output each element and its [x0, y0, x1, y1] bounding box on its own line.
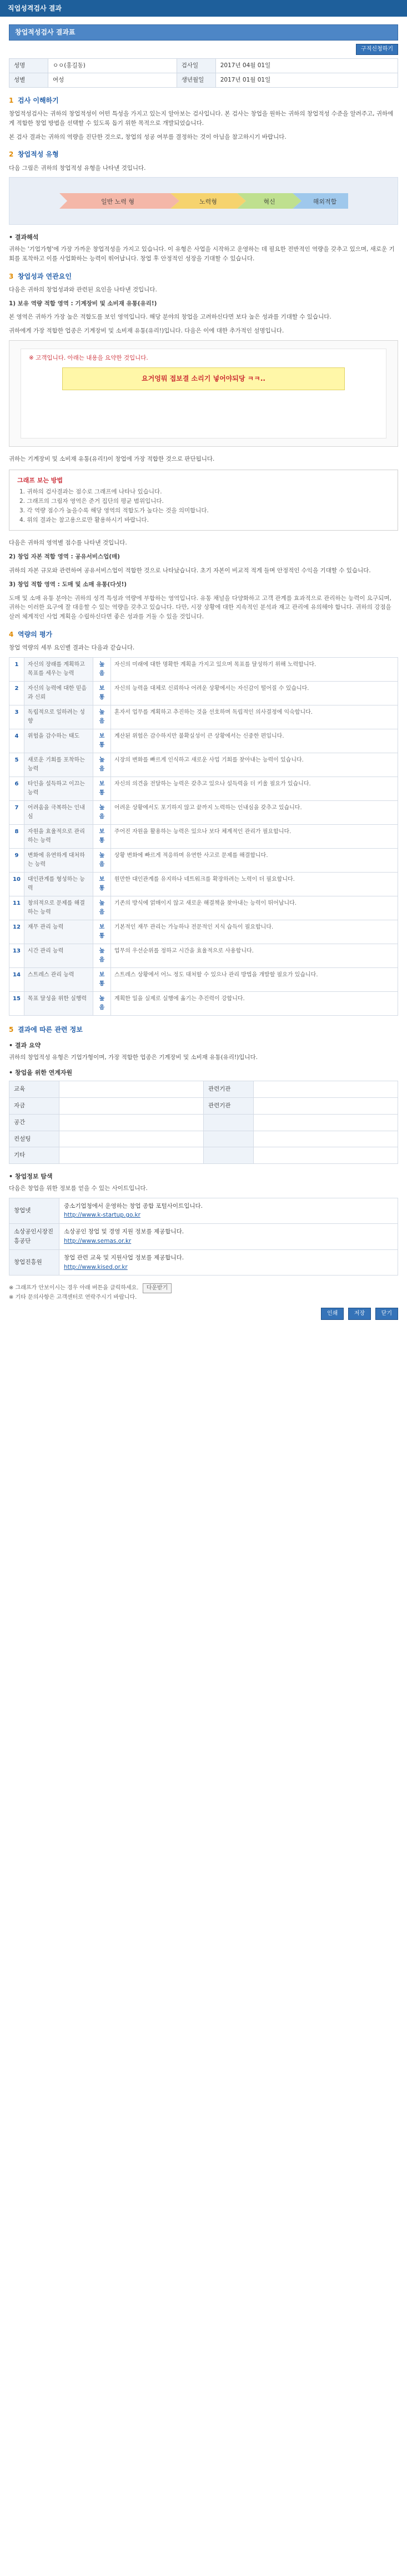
competency-q: 변화에 유연하게 대처하는 능력 [24, 849, 93, 873]
download-button[interactable]: 다운받기 [143, 1283, 172, 1293]
resource-value2 [254, 1131, 398, 1147]
close-button[interactable]: 닫기 [375, 1308, 398, 1320]
footnotes [9, 1283, 398, 1302]
competency-q: 위험을 감수하는 태도 [24, 729, 93, 753]
competency-no: 15 [9, 992, 24, 1016]
resource-value2 [254, 1147, 398, 1164]
link-url[interactable]: http://www.k-startup.go.kr [64, 1212, 140, 1219]
competency-q: 독립적으로 일하려는 성향 [24, 705, 93, 729]
competency-q: 자신의 장래를 계획하고 목표를 세우는 능력 [24, 658, 93, 682]
competency-d: 계획한 일을 실제로 실행에 옮기는 추진력이 강합니다. [110, 992, 398, 1016]
competency-q: 자신의 능력에 대한 믿음과 신뢰 [24, 682, 93, 705]
section-3-text-4: 귀하는 기계장비 및 소비재 유통(유리!)이 창업에 가장 적합한 것으로 판단됩니다. [9, 455, 215, 462]
footnote-1: ※ 그래프가 안보이시는 경우 아래 버튼을 클릭하세요. 다운받기 [9, 1283, 398, 1293]
type-arrow-diagram [59, 190, 348, 212]
resource-value [59, 1131, 204, 1147]
link-description: 중소기업청에서 운영하는 창업 종합 포털사이트입니다. [64, 1202, 203, 1209]
section-3-sub-1: 1) 보유 역량 적합 영역 : 기계장비 및 소비재 유통(유리!) [9, 300, 157, 307]
table-row [9, 896, 398, 920]
table-row [9, 992, 398, 1016]
table-row [9, 777, 398, 801]
competency-no: 7 [9, 801, 24, 825]
resource-label2 [204, 1147, 254, 1164]
link-description: 창업 관련 교육 및 지원사업 정보를 제공합니다. [64, 1254, 184, 1261]
competency-d: 스트레스 상황에서 어느 정도 대처할 수 있으나 관리 방법을 개발할 필요가 있습니다. [110, 968, 398, 992]
section-3-sub-2: 2) 창업 자본 적합 영역 : 공유서비스업(매) [9, 553, 120, 561]
resource-title: • 창업을 위한 연계자원 [9, 1068, 73, 1076]
competency-lv: 높음 [93, 705, 110, 729]
type-label-4: 해외적합 [313, 198, 336, 206]
competency-d: 계산된 위험은 감수하지만 불확실성이 큰 상황에서는 신중한 편입니다. [110, 729, 398, 753]
competency-no: 14 [9, 968, 24, 992]
competency-lv: 높음 [93, 992, 110, 1016]
competency-d: 자신의 미래에 대한 명확한 계획을 가지고 있으며 목표를 달성하기 위해 노력합니다. [110, 658, 398, 682]
resource-value [59, 1114, 204, 1131]
quote-inner [21, 349, 386, 438]
competency-lv: 높음 [93, 801, 110, 825]
competency-no: 4 [9, 729, 24, 753]
competency-lv: 높음 [93, 896, 110, 920]
section-3-text-5: 다음은 귀하의 영역별 점수를 나타낸 것입니다. [9, 540, 127, 547]
actions-bar [9, 41, 398, 58]
section-3-text-2: 본 영역은 귀하가 가장 높은 적합도를 보인 영역입니다. 해당 분야의 창업을 고려하신다면 보다 높은 성과를 기대할 수 있습니다. [9, 314, 331, 321]
resource-label2: 관련기관 [204, 1081, 254, 1098]
section-3-sub-3: 3) 창업 적합 영역 : 도매 및 소매 유통(다섯!) [9, 581, 127, 588]
info-table [9, 58, 398, 88]
section-2-text-1: 다음 그림은 귀하의 창업적성 유형을 나타낸 것입니다. [9, 164, 146, 172]
competency-d: 기존의 방식에 얽매이지 않고 새로운 해결책을 찾아내는 능력이 뛰어납니다. [110, 896, 398, 920]
competency-q: 시간 관리 능력 [24, 944, 93, 968]
resource-label2: 관련기관 [204, 1098, 254, 1115]
competency-d: 어려운 상황에서도 포기하지 않고 끝까지 노력하는 인내심을 갖추고 있습니다. [110, 801, 398, 825]
link-url[interactable]: http://www.semas.or.kr [64, 1237, 132, 1244]
competency-d: 상황 변화에 빠르게 적응하며 유연한 사고로 문제를 해결합니다. [110, 849, 398, 873]
section-4-text-1: 창업 역량의 세부 요인별 결과는 다음과 같습니다. [9, 644, 135, 652]
table-row [9, 968, 398, 992]
competency-d: 원만한 대인관계를 유지하나 네트워크를 확장하려는 노력이 더 필요합니다. [110, 873, 398, 896]
competency-d: 시장의 변화를 빠르게 인식하고 새로운 사업 기회를 찾아내는 능력이 있습니다. [110, 753, 398, 777]
page-title: 직업성격검사 결과 [8, 4, 62, 12]
table-row [9, 1114, 398, 1131]
quote-box [9, 340, 398, 447]
resource-label: 컨설팅 [9, 1131, 59, 1147]
section-3-text-3: 귀하에게 가장 적합한 업종은 기계장비 및 소비재 유통(유리!)입니다. 다음은 이에 대한 추가적인 설명입니다. [9, 327, 284, 335]
table-row [9, 944, 398, 968]
print-button[interactable]: 인쇄 [321, 1308, 344, 1320]
competency-d: 업무의 우선순위를 정하고 시간을 효율적으로 사용합니다. [110, 944, 398, 968]
type-diagram [9, 177, 398, 225]
competency-no: 1 [9, 658, 24, 682]
competency-no: 13 [9, 944, 24, 968]
note-item: 2. 그래프의 그림자 영역은 준거 집단의 평균 범위입니다. [19, 498, 164, 505]
info-search-text: 다음은 창업을 위한 정보를 얻을 수 있는 사이트입니다. [9, 1184, 148, 1192]
resource-table [9, 1081, 398, 1164]
competency-d: 주어진 자원을 활용하는 능력은 있으나 보다 체계적인 관리가 필요합니다. [110, 825, 398, 849]
table-row [9, 753, 398, 777]
competency-lv: 높음 [93, 849, 110, 873]
yellow-bubble: 요거엉뭐 접보결 소리기 넣어야되당 ㅋㅋ.. [62, 367, 345, 390]
links-table [9, 1198, 398, 1276]
resource-value [59, 1098, 204, 1115]
link-description: 소상공인 창업 및 경영 지원 정보를 제공합니다. [64, 1228, 184, 1236]
section-3-text-1: 다음은 귀하의 창업성과와 관련된 요인을 나타낸 것입니다. [9, 286, 157, 293]
competency-no: 5 [9, 753, 24, 777]
table-row [9, 1098, 398, 1115]
resource-value [59, 1081, 204, 1098]
competency-no: 2 [9, 682, 24, 705]
table-row [9, 658, 398, 682]
resource-value2 [254, 1098, 398, 1115]
section-1-text-1: 창업적성검사는 귀하의 창업적성이 어떤 특성을 가지고 있는지 알아보는 검사입니다. 본 검사는 창업을 원하는 귀하의 창업적성 수준을 알려주고, 귀하에게 적합한 창업 방법을 선택할 수 있도록 돕기 위한 목적으로 개발되었습니다. [9, 110, 394, 127]
resource-value2 [254, 1081, 398, 1098]
section-2-title: 2 창업적성 유형 [9, 150, 59, 159]
table-row [9, 1147, 398, 1164]
apply-job-button[interactable]: 구직신청하기 [356, 44, 398, 55]
link-label: 창업넷 [9, 1198, 59, 1224]
table-row [9, 873, 398, 896]
link-label: 창업진흥원 [9, 1249, 59, 1276]
competency-no: 8 [9, 825, 24, 849]
section-5-title: 5 결과에 따른 관련 정보 [9, 1026, 83, 1034]
result-interpretation-title: • 결과해석 [9, 234, 39, 241]
link-cell [59, 1249, 398, 1276]
competency-q: 자원을 효율적으로 관리하는 능력 [24, 825, 93, 849]
competency-no: 10 [9, 873, 24, 896]
summary-title: • 결과 요약 [9, 1042, 41, 1050]
competency-lv: 보통 [93, 968, 110, 992]
link-cell [59, 1224, 398, 1250]
resource-label: 기타 [9, 1147, 59, 1164]
resource-value2 [254, 1114, 398, 1131]
table-row [9, 1131, 398, 1147]
summary-text: 귀하의 창업적성 유형은 기업가형이며, 가장 적합한 업종은 기계장비 및 소비재 유통(유리!)입니다. [9, 1053, 258, 1061]
link-label: 소상공인시장진흥공단 [9, 1224, 59, 1250]
page-header [0, 0, 407, 17]
competency-q: 창의적으로 문제를 해결하는 능력 [24, 896, 93, 920]
table-row [9, 849, 398, 873]
competency-lv: 보통 [93, 729, 110, 753]
type-label-1: 일반 노력 형 [101, 198, 134, 206]
note-box [9, 470, 398, 531]
table-row [9, 682, 398, 705]
table-row [9, 1224, 398, 1250]
competency-q: 어려움을 극복하는 인내심 [24, 801, 93, 825]
main-content [0, 17, 407, 1331]
competency-no: 3 [9, 705, 24, 729]
competency-lv: 높음 [93, 753, 110, 777]
footnote-2: ※ 기타 문의사항은 고객센터로 연락주시기 바랍니다. [9, 1294, 137, 1301]
note-list [17, 487, 390, 525]
competency-lv: 보통 [93, 777, 110, 801]
table-row [9, 920, 398, 944]
table-row [9, 1249, 398, 1276]
resource-label: 공간 [9, 1114, 59, 1131]
link-cell [59, 1198, 398, 1224]
competency-table [9, 657, 398, 1016]
type-label-2: 노력형 [199, 198, 217, 206]
section-3-title: 3 창업성과 연관요인 [9, 272, 72, 280]
result-box-title: 창업적성검사 결과표 [9, 24, 398, 41]
competency-no: 11 [9, 896, 24, 920]
resource-label: 자금 [9, 1098, 59, 1115]
competency-d: 기본적인 재무 관리는 가능하나 전문적인 지식 습득이 필요합니다. [110, 920, 398, 944]
link-url[interactable]: http://www.kised.or.kr [64, 1263, 128, 1271]
competency-no: 12 [9, 920, 24, 944]
section-3-text-7: 도매 및 소매 유통 분야는 귀하의 성격 특성과 역량에 부합하는 영역입니다. 유통 채널을 다양화하고 고객 관계를 효과적으로 관리하는 능력이 요구되며, 귀하는 이러한 요구에 잘 대응할 수 있는 역량을 갖추고 있습니다. 다만, 시장 상황에 대한 지속적인 분석과 재고 관리에 유의해야 합니다. 귀하의 강점을 살려 체계적인 사업 계획을 수립하신다면 좋은 성과를 거둘 수 있을 것입니다. [9, 594, 391, 621]
footer-buttons [9, 1308, 398, 1320]
competency-d: 자신의 의견을 전달하는 능력은 갖추고 있으나 설득력을 더 키울 필요가 있습니다. [110, 777, 398, 801]
section-1-text-2: 본 검사 결과는 귀하의 역량을 진단한 것으로, 창업의 성공 여부를 결정하는 것이 아님을 참고하시기 바랍니다. [9, 133, 287, 140]
note-item: 4. 위의 결과는 참고용으로만 활용하시기 바랍니다. [19, 516, 149, 523]
competency-lv: 높음 [93, 658, 110, 682]
table-row [9, 705, 398, 729]
competency-no: 9 [9, 849, 24, 873]
competency-d: 자신의 능력을 대체로 신뢰하나 어려운 상황에서는 자신감이 떨어질 수 있습니다. [110, 682, 398, 705]
competency-q: 대인관계를 형성하는 능력 [24, 873, 93, 896]
note-item: 3. 각 역량 점수가 높을수록 해당 영역의 적합도가 높다는 것을 의미합니다. [19, 507, 209, 514]
table-row [9, 729, 398, 753]
competency-lv: 높음 [93, 944, 110, 968]
info-row: 성명 ㅇㅇ(홍길동) 검사일 2017년 04월 01일 [9, 59, 398, 73]
competency-q: 재무 관리 능력 [24, 920, 93, 944]
type-label-3: 혁신 [263, 198, 275, 206]
table-row [9, 825, 398, 849]
note-title: 그래프 보는 방법 [17, 476, 63, 484]
resource-label2 [204, 1114, 254, 1131]
competency-lv: 보통 [93, 873, 110, 896]
competency-q: 타인을 설득하고 이끄는 능력 [24, 777, 93, 801]
result-interpretation-text: 귀하는 '기업가형'에 가장 가까운 창업적성을 가지고 있습니다. 이 유형은 사업을 시작하고 운영하는 데 필요한 전반적인 역량을 갖추고 있으며, 새로운 기회를 포착하고 이를 사업화하는 능력이 뛰어납니다. 창업 후 안정적인 성장을 기대할 수 있습니다. [9, 245, 395, 262]
competency-lv: 보통 [93, 825, 110, 849]
save-button[interactable]: 저장 [348, 1308, 371, 1320]
resource-label: 교육 [9, 1081, 59, 1098]
info-row: 성별 여성 생년월일 2017년 01월 01일 [9, 73, 398, 87]
competency-lv: 보통 [93, 920, 110, 944]
competency-q: 스트레스 관리 능력 [24, 968, 93, 992]
table-row [9, 1081, 398, 1098]
note-item: 1. 귀하의 검사결과는 점수로 그래프에 나타나 있습니다. [19, 488, 162, 496]
table-row [9, 801, 398, 825]
info-search-title: • 창업정보 탐색 [9, 1173, 53, 1181]
competency-q: 새로운 기회를 포착하는 능력 [24, 753, 93, 777]
competency-lv: 보통 [93, 682, 110, 705]
resource-label2 [204, 1131, 254, 1147]
competency-q: 목표 달성을 위한 실행력 [24, 992, 93, 1016]
section-3-text-6: 귀하의 자본 규모와 관련하여 공유서비스업이 적합한 것으로 나타났습니다. 초기 자본이 비교적 적게 들며 안정적인 수익을 기대할 수 있습니다. [9, 567, 371, 574]
resource-value [59, 1147, 204, 1164]
table-row [9, 1198, 398, 1224]
competency-no: 6 [9, 777, 24, 801]
section-1-title: 1 검사 이해하기 [9, 96, 59, 104]
competency-d: 혼자서 업무를 계획하고 추진하는 것을 선호하며 독립적인 의사결정에 익숙합니다. [110, 705, 398, 729]
section-4-title: 4 역량의 평가 [9, 631, 53, 639]
quote-label: ※ 고객입니다. 아래는 내용을 요약한 것입니다. [29, 354, 148, 361]
